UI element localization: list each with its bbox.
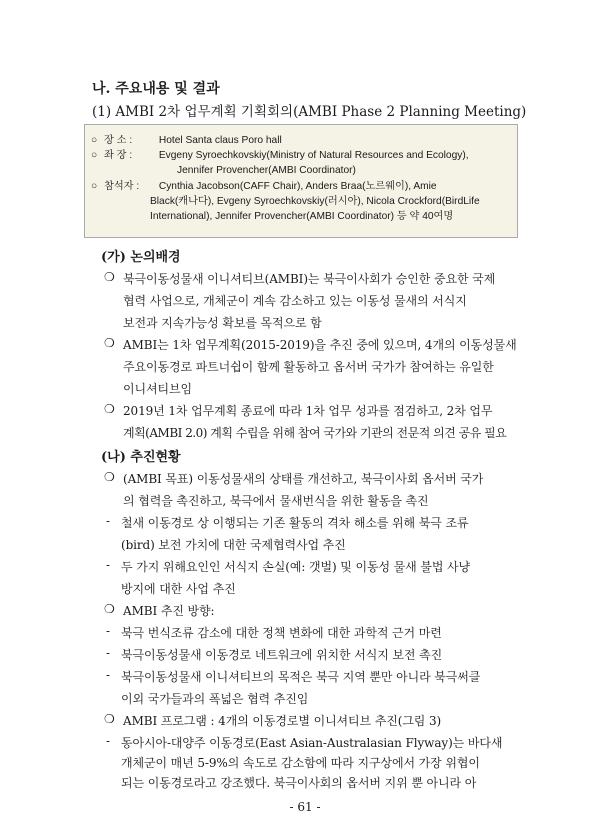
bullet-dash: -	[106, 624, 111, 638]
paragraph-line: AMBI 추진 방향:	[123, 604, 215, 618]
paragraph-line: AMBI는 1차 업무계획(2015-2019)을 추진 중에 있으며, 4개의 이동성물새	[123, 338, 517, 352]
paragraph-line: 주요이동경로 파트너쉽이 함께 활동하고 옵서버 국가가 참여하는 유일한	[123, 360, 494, 374]
bullet-circle: ❍	[104, 602, 115, 616]
paragraph-line: (bird) 보전 가치에 대한 국제협력사업 추진	[121, 538, 346, 552]
paragraph-line: 2019년 1차 업무계획 종료에 따라 1차 업무 성과를 점검하고, 2차 업무	[123, 404, 493, 418]
paragraph-line: 북극 번식조류 감소에 대한 정책 변화에 대한 과학적 근거 마련	[121, 626, 442, 640]
bullet-circle: ❍	[104, 712, 115, 726]
info-row-chair	[91, 149, 469, 163]
meeting-info-box	[84, 124, 518, 238]
info-row-venue	[91, 134, 282, 148]
bullet-circle: ❍	[104, 470, 115, 484]
section-title: (나) 추진현황	[101, 450, 181, 465]
info-value: Jennifer Provencher(AMBI Coordinator)	[177, 165, 356, 176]
paragraph-line: 동아시아-대양주 이동경로(East Asian-Australasian Flyway)는 바다새	[121, 736, 503, 750]
bullet-circle: ❍	[104, 336, 115, 350]
paragraph-line: 협력 사업으로, 개체군이 계속 감소하고 있는 이동성 물새의 서식지	[123, 294, 467, 308]
paragraph-line: 개체군이 매년 5-9%의 속도로 감소함에 따라 지구상에서 가장 위협이	[121, 756, 480, 770]
info-label: 좌 장 :	[104, 150, 133, 161]
info-row-attendees	[91, 180, 437, 194]
bullet-dash: -	[106, 668, 111, 682]
paragraph-line: 계획(AMBI 2.0) 계획 수립을 위해 참여 국가와 기관의 전문적 의견 공유 필요	[123, 426, 507, 440]
info-value: International), Jennifer Provencher(AMBI Coordinator) 등 약 40여명	[150, 211, 454, 222]
paragraph-line: 북극이동성물새 이니셔티브의 목적은 북극 지역 뿐만 아니라 북극써클	[121, 670, 481, 684]
paragraph-line: 북극이동성물새 이동경로 네트워크에 위치한 서식지 보전 촉진	[121, 648, 443, 662]
paragraph-line: 이니셔티브임	[123, 382, 192, 396]
bullet-dash: -	[106, 646, 111, 660]
info-bullet: ○	[91, 181, 98, 192]
paragraph-line: 북극이동성물새 이니셔티브(AMBI)는 북극이사회가 승인한 중요한 국제	[123, 272, 496, 286]
paragraph-line: 되는 이동경로라고 강조했다. 북극이사회의 옵서버 지위 뿐 아니라 아	[121, 776, 477, 790]
section-heading: 나. 주요내용 및 결과	[92, 81, 220, 97]
info-label: 참석자 :	[104, 181, 140, 192]
paragraph-line: (AMBI 목표) 이동성물새의 상태를 개선하고, 북극이사회 옵서버 국가	[123, 472, 484, 486]
bullet-dash: -	[106, 734, 111, 748]
paragraph-line: AMBI 프로그램 : 4개의 이동경로별 이니셔티브 추진(그림 3)	[123, 714, 442, 728]
info-bullet: ○	[91, 150, 98, 161]
section-title: (가) 논의배경	[101, 250, 181, 265]
bullet-dash: -	[106, 558, 111, 572]
info-value: Cynthia Jacobson(CAFF Chair), Anders Braa(노르웨이), Amie	[158, 181, 437, 192]
paragraph-line: 의 협력을 촉진하고, 북극에서 물새번식을 위한 활동을 촉진	[123, 494, 429, 508]
page-number: - 61 -	[289, 800, 321, 814]
paragraph-line: 방지에 대한 사업 추진	[121, 582, 236, 596]
paragraph-line: 이외 국가들과의 폭넓은 협력 추진임	[121, 692, 309, 706]
info-value: Black(캐나다), Evgeny Syroechkovskiy(러시아), Nicola Crockford(BirdLife	[150, 196, 480, 207]
info-value: Evgeny Syroechkovskiy(Ministry of Natural Resources and Ecology),	[158, 150, 469, 161]
info-bullet: ○	[91, 135, 98, 146]
bullet-circle: ❍	[104, 402, 115, 416]
bullet-circle: ❍	[104, 270, 115, 284]
paragraph-line: 보전과 지속가능성 확보를 목적으로 함	[123, 316, 322, 330]
info-label: 장 소 :	[104, 135, 133, 146]
paragraph-line: 두 가지 위해요인인 서식지 손실(예: 갯벌) 및 이동성 물새 불법 사냥	[121, 560, 471, 574]
info-value: Hotel Santa claus Poro hall	[158, 135, 282, 146]
paragraph-line: 철새 이동경로 상 이행되는 기존 활동의 격차 해소를 위해 북극 조류	[121, 516, 469, 530]
subsection-heading: (1) AMBI 2차 업무계획 기획회의(AMBI Phase 2 Planning Meeting)	[92, 104, 527, 120]
bullet-dash: -	[106, 514, 111, 528]
